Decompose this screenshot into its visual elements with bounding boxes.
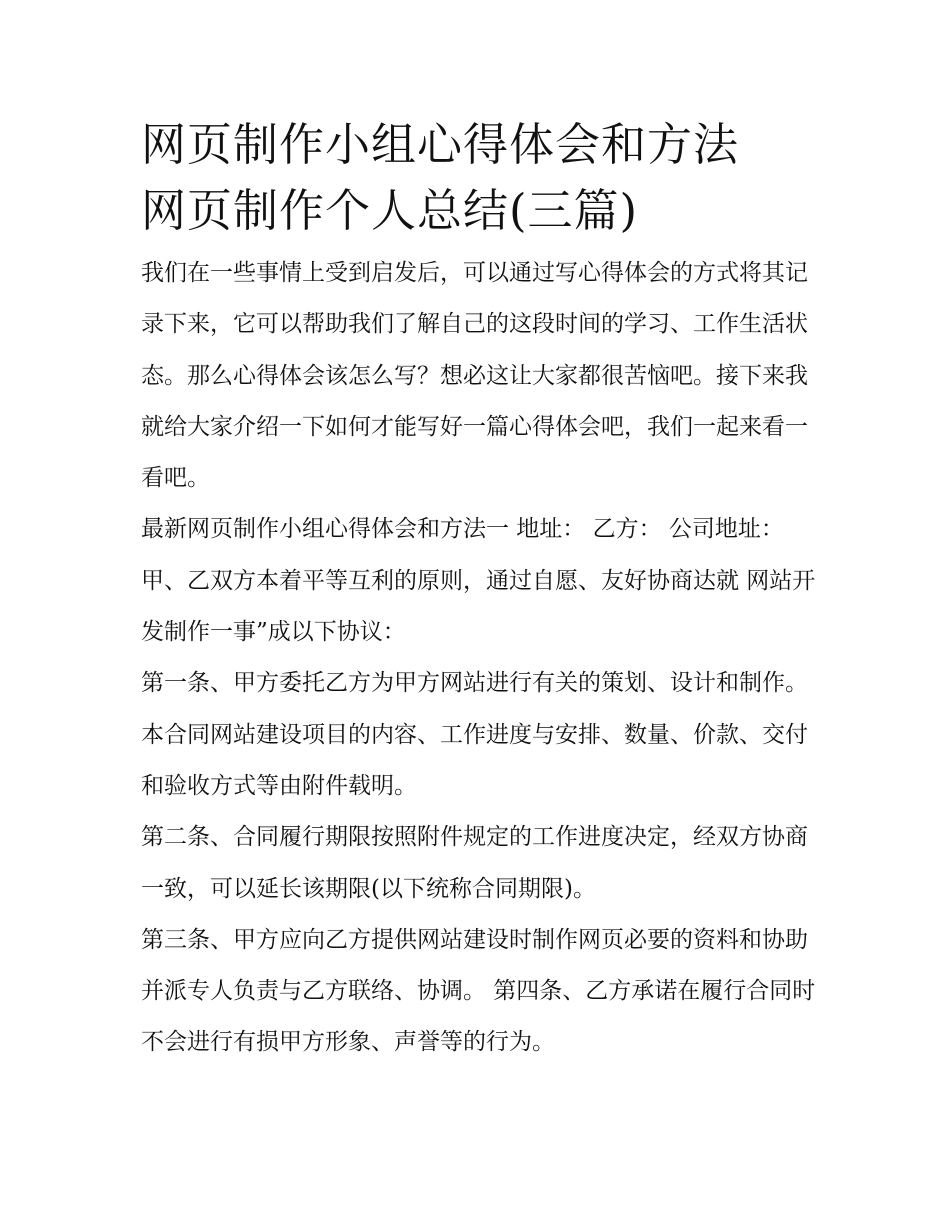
document-body: [141, 248, 816, 1069]
paragraph-article-1: 第一条、甲方委托乙方为甲方网站进行有关的策划、设计和制作。本合同网站建设项目的内容、工作进度与安排、数量、价款、交付和验收方式等由附件载明。: [141, 670, 808, 799]
document-title: [141, 112, 816, 244]
title-line-2: 网页制作个人总结(三篇): [141, 184, 639, 237]
title-line-1: 网页制作小组心得体会和方法: [141, 118, 740, 171]
paragraph-agreement-parties: 最新网页制作小组心得体会和方法一 地址： 乙方： 公司地址： 甲、乙双方本着平等互利的原则，通过自愿、友好协商达就 网站开发制作一事”成以下协议：: [141, 516, 816, 646]
paragraph-article-2: 第二条、合同履行期限按照附件规定的工作进度决定，经双方协商一致，可以延长该期限(以下统称合同期限)。: [141, 824, 808, 902]
paragraph-article-3-4: 第三条、甲方应向乙方提供网站建设时制作网页必要的资料和协助并派专人负责与乙方联络、协调。 第四条、乙方承诺在履行合同时不会进行有损甲方形象、声誉等的行为。: [141, 926, 816, 1056]
document-content: [141, 112, 816, 1069]
paragraph-intro: 我们在一些事情上受到启发后，可以通过写心得体会的方式将其记录下来，它可以帮助我们了解自己的这段时间的学习、工作生活状态。那么心得体会该怎么写？想必这让大家都很苦恼吧。接下来我就给大家介绍一下如何才能写好一篇心得体会吧，我们一起来看一看吧。: [141, 260, 808, 492]
